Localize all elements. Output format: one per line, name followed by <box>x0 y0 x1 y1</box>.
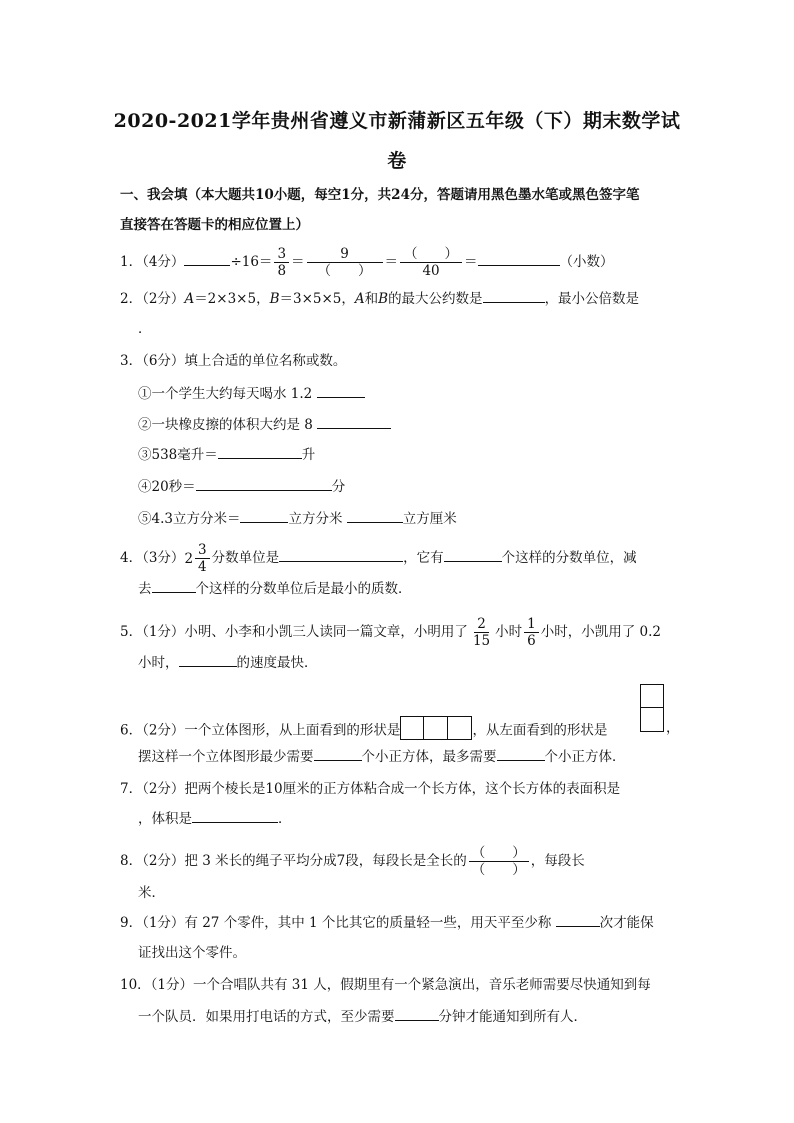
question-8: 8．（2分）把 3 米长的绳子平均分成7段，每段长是全长的 $\frac{( )}{( )}$ ，每段长 <box>120 845 585 878</box>
q2-var-a: A <box>184 291 195 307</box>
question-7: 7．（2分）把两个棱长是10厘米的正方体粘合成一个长方体，这个长方体的表面积是 <box>120 781 621 797</box>
q2-eq-b: ＝3×5×5， <box>279 291 355 307</box>
q3-blank-3[interactable] <box>218 446 302 459</box>
question-1 <box>120 246 614 279</box>
q3-blank-4[interactable] <box>196 478 332 491</box>
q8-fraction: $\frac{( )}{( )}$ <box>469 845 529 878</box>
q2-var-a2: A <box>354 291 365 307</box>
question-10: 10．（1分）一个合唱队共有 31 人，假期里有一个紧急演出，音乐老师需要尽快通知到每 <box>120 977 651 993</box>
q1-suffix: （小数） <box>559 254 614 270</box>
q4-blank-1[interactable] <box>279 549 403 562</box>
q3-item-4: ④20秒＝ 分 <box>138 479 346 495</box>
q6-left-view-shape <box>640 684 664 732</box>
q2-eq-a: ＝2×3×5， <box>194 291 270 307</box>
q1-eq-3: ＝ <box>464 254 478 270</box>
q1-div: ÷16＝ <box>230 254 273 270</box>
q6-line-2: 摆这样一个立体图形最少需要 个小正方体，最多需要 个小正方体． <box>138 749 626 765</box>
q1-eq-2: ＝ <box>384 254 399 270</box>
q5-line-2: 小时， 的速度最快． <box>138 655 318 671</box>
q2-blank-gcd[interactable] <box>483 290 545 303</box>
question-9: 9．（1分）有 27 个零件，其中 1 个比其它的质量轻一些，用天平至少称 次才能保 <box>120 915 654 931</box>
q3-blank-1[interactable] <box>317 385 365 398</box>
q1-fraction-3: $\frac{( )}{40}$ <box>400 246 462 279</box>
q7-blank-volume[interactable] <box>192 810 278 823</box>
q6-blank-1[interactable] <box>314 748 362 761</box>
q3-blank-2[interactable] <box>317 416 391 429</box>
question-3: 3．（6分）填上合适的单位名称或数。 <box>120 353 347 369</box>
q2-line-2: ． <box>138 321 152 337</box>
document-title: 2020-2021学年贵州省遵义市新蒲新区五年级（下）期末数学试 <box>113 110 681 132</box>
q10-line-2: 一个队员．如果用打电话的方式，至少需要 分钟才能通知到所有人． <box>138 1009 587 1025</box>
q4-mixed-number: 2 $\frac{3}{4}$ <box>184 542 211 575</box>
question-5: 5．（1分）小明、小李和小凯三人读同一篇文章，小明用了 $\frac{2}{15}$ 小时 $\frac{1}{6}$ 小时，小凯用了 0.2 <box>120 616 661 649</box>
q3-item-2: ②一块橡皮擦的体积大约是 8 <box>138 416 391 434</box>
q3-blank-5[interactable] <box>240 510 288 523</box>
q3-item-1: ①一个学生大约每天喝水 1.2 <box>138 385 365 403</box>
q2-and: 和 <box>364 291 379 307</box>
q6-end: ， <box>666 720 680 736</box>
q1-blank-2[interactable] <box>478 253 560 266</box>
q1-fraction-1: $\frac{3}{8}$ <box>274 246 289 279</box>
q4-line-2: 去 个这样的分数单位后是最小的质数． <box>138 581 412 597</box>
q2-text-gcd: 的最大公约数是 <box>388 291 483 307</box>
q2-text-lcm: ，最小公倍数是 <box>544 291 640 307</box>
q1-fraction-2: $\frac{9}{( )}$ <box>307 246 383 279</box>
q2-var-b: B <box>269 291 280 307</box>
q2-var-b2: B <box>378 291 389 307</box>
q5-fraction-2: $\frac{1}{6}$ <box>524 616 539 649</box>
q6-blank-2[interactable] <box>497 748 545 761</box>
q5-fraction-1: $\frac{2}{15}$ <box>472 616 491 649</box>
q4-blank-2[interactable] <box>444 549 502 562</box>
q7-line-2: ，体积是 ． <box>138 811 292 827</box>
q1-prefix: 1．（4分） <box>120 254 185 270</box>
q10-blank[interactable] <box>395 1008 439 1021</box>
q1-eq-1: ＝ <box>291 254 305 270</box>
q6-top-view-shape <box>400 716 472 740</box>
q3-item-3: ③538毫升＝ 升 <box>138 447 316 463</box>
q9-blank[interactable] <box>556 914 600 927</box>
question-6: 6．（2分）一个立体图形，从上面看到的形状是 ，从左面看到的形状是 <box>120 719 607 743</box>
q3-item-5: ⑤4.3立方分米＝ 立方分米 立方厘米 <box>138 511 457 527</box>
q4-blank-3[interactable] <box>152 580 196 593</box>
q3-blank-6[interactable] <box>347 510 403 523</box>
q1-blank-1[interactable] <box>184 253 230 266</box>
question-4: 4．（3分） 2 $\frac{3}{4}$ 分数单位是 ，它有 个这样的分数单位，减 <box>120 542 637 575</box>
section-header-cont: 直接答在答题卡的相应位置上） <box>120 217 309 233</box>
question-2 <box>120 290 639 308</box>
q2-prefix: 2．（2分） <box>120 291 185 307</box>
document-title-cont: 卷 <box>387 150 407 172</box>
section-header: 一、我会填（本大题共10小题，每空1分，共24分，答题请用黑色墨水笔或黑色签字笔 <box>120 187 640 203</box>
q9-line-2: 证找出这个零件。 <box>138 945 246 961</box>
q5-blank-1[interactable] <box>179 654 237 667</box>
q8-line-2: 米． <box>138 885 165 901</box>
